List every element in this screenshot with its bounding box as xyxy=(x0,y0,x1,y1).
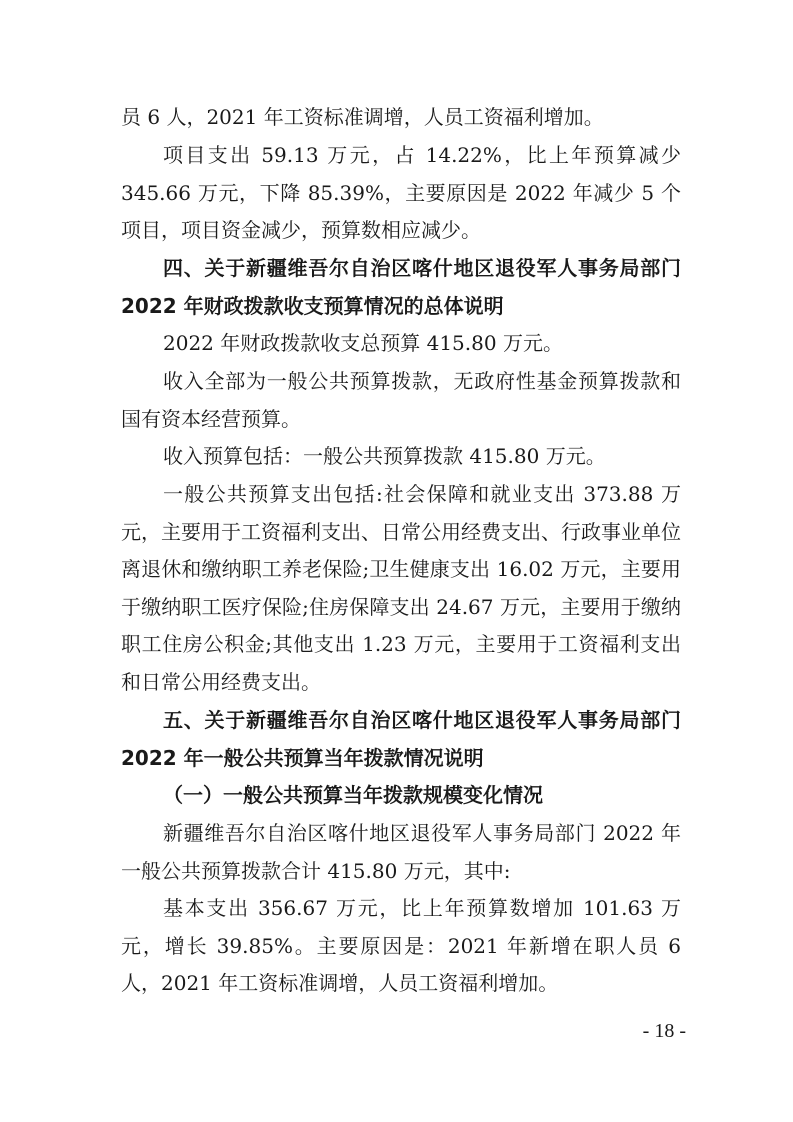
paragraph-project-expenditure: 项目支出 59.13 万元，占 14.22%，比上年预算减少 345.66 万元，下降 85.39%，主要原因是 2022 年减少 5 个项目，项目资金减少，预算数相应减少。 xyxy=(121,143,681,243)
paragraph-revenue-source: 收入全部为一般公共预算拨款，无政府性基金预算拨款和国有资本经营预算。 xyxy=(121,369,681,431)
section-heading-5: 五、关于新疆维吾尔自治区喀什地区退役军人事务局部门 2022 年一般公共预算当年拨款情况说明 xyxy=(121,708,681,770)
paragraph-basic-expenditure: 基本支出 356.67 万元，比上年预算数增加 101.63 万元，增长 39.85%。主要原因是：2021 年新增在职人员 6 人，2021 年工资标准调增，人员工资福利增加。 xyxy=(121,896,681,996)
page-number: - 18 - xyxy=(642,1020,686,1042)
section-heading-4: 四、关于新疆维吾尔自治区喀什地区退役军人事务局部门 2022 年财政拨款收支预算情况的总体说明 xyxy=(121,256,681,318)
subsection-heading-1: （一）一般公共预算当年拨款规模变化情况 xyxy=(163,783,543,807)
paragraph-revenue-budget: 收入预算包括：一般公共预算拨款 415.80 万元。 xyxy=(163,444,606,468)
paragraph-total-budget: 2022 年财政拨款收支总预算 415.80 万元。 xyxy=(163,331,563,355)
paragraph-expenditure-detail: 一般公共预算支出包括:社会保障和就业支出 373.88 万元，主要用于工资福利支出、日常公用经费支出、行政事业单位离退休和缴纳职工养老保险;卫生健康支出 16.02 万元，主要用于缴纳职工医疗保险;住房保障支出 24.67 万元，主要用于缴纳职工住房公积金;其他支出 1.23 万元，主要用于工资福利支出和日常公用经费支出。 xyxy=(121,482,681,694)
paragraph-allocation-total: 新疆维吾尔自治区喀什地区退役军人事务局部门 2022 年一般公共预算拨款合计 415.80 万元，其中: xyxy=(121,821,681,883)
paragraph-continued: 员 6 人，2021 年工资标准调增，人员工资福利增加。 xyxy=(121,105,604,129)
